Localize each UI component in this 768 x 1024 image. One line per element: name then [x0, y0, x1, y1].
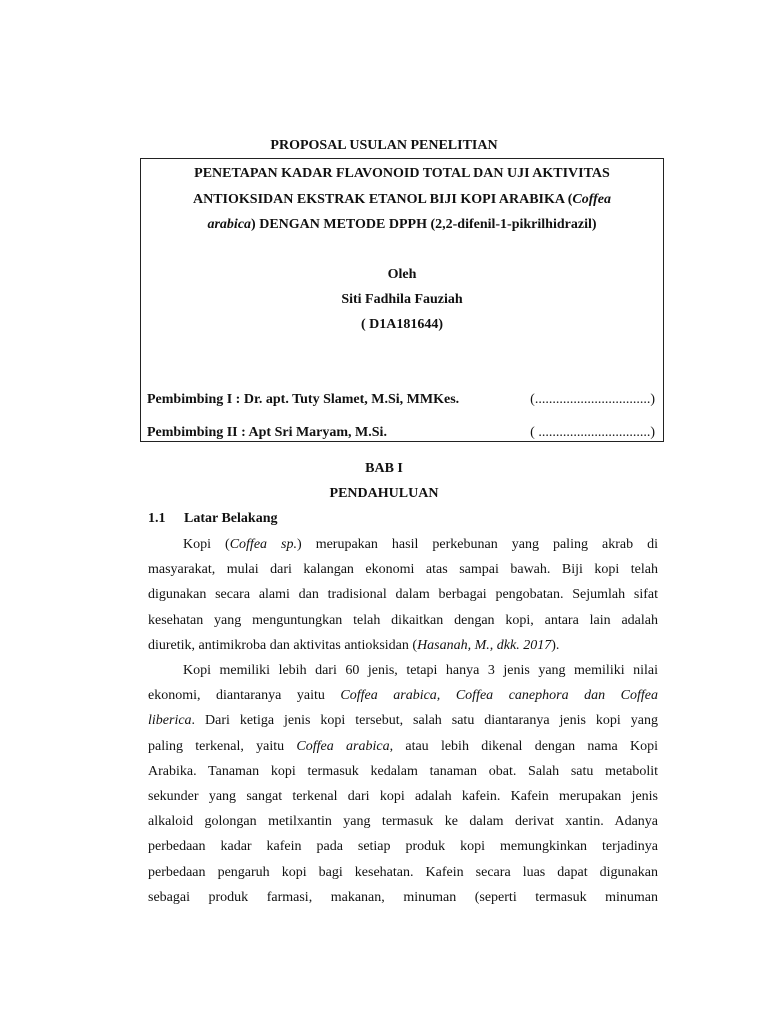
chapter-number: BAB I: [365, 461, 403, 476]
text-line: sebagai produk farmasi, makanan, minuman (seperti termasuk minuman: [148, 889, 658, 905]
author-name: Siti Fadhila Fauziah: [341, 292, 463, 307]
research-title-line-2: ANTIOKSIDAN EKSTRAK ETANOL BIJI KOPI ARABIKA (Coffea: [193, 192, 611, 207]
student-id: ( D1A181644): [360, 317, 444, 332]
section-title: Latar Belakang: [184, 511, 278, 526]
supervisor-2-signature: ( ................................): [530, 425, 655, 440]
section-number: 1.1: [148, 511, 166, 526]
text-line: Kopi (Coffea sp.) merupakan hasil perkebunan yang paling akrab di: [183, 537, 658, 552]
text-line: masyarakat, mulai dari kalangan ekonomi atas sampai bawah. Biji kopi telah: [148, 562, 658, 578]
paragraph-1: [148, 532, 658, 658]
supervisor-1-signature: (.................................): [530, 392, 655, 407]
text-line: perbedaan kadar kafein pada setiap produk kopi memungkinkan terjadinya: [148, 839, 658, 855]
text-line: diuretik, antimikroba dan aktivitas antioksidan (Hasanah, M., dkk. 2017).: [148, 637, 560, 653]
text-line: sekunder yang sangat terkenal dari kopi adalah kafein. Kafein merupakan jenis: [148, 788, 658, 804]
text-line: ekonomi, diantaranya yaitu Coffea arabica, Coffea canephora dan Coffea: [148, 688, 658, 704]
text-line: liberica. Dari ketiga jenis kopi tersebut, salah satu diantaranya jenis kopi yang: [148, 713, 658, 729]
text-line: alkaloid golongan metilxantin yang termasuk ke dalam derivat xantin. Adanya: [148, 814, 658, 830]
section-heading: [148, 510, 277, 528]
research-title-line-1: PENETAPAN KADAR FLAVONOID TOTAL DAN UJI AKTIVITAS: [194, 166, 610, 181]
text-line: Arabika. Tanaman kopi termasuk kedalam tanaman obat. Salah satu metabolit: [148, 763, 658, 779]
proposal-title: PROPOSAL USULAN PENELITIAN: [270, 138, 498, 153]
text-line: kesehatan yang menguntungkan telah dikaitkan dengan kopi, antara lain adalah: [148, 612, 658, 628]
chapter-title: PENDAHULUAN: [329, 486, 439, 501]
supervisor-2-label: Pembimbing II : Apt Sri Maryam, M.Si.: [147, 425, 387, 440]
text-line: paling terkenal, yaitu Coffea arabica, atau lebih dikenal dengan nama Kopi: [148, 738, 658, 754]
text-line: perbedaan pengaruh kopi bagi kesehatan. Kafein secara luas dapat digunakan: [148, 864, 658, 880]
supervisor-2: [147, 424, 657, 442]
text-line: Kopi memiliki lebih dari 60 jenis, tetapi hanya 3 jenis yang memiliki nilai: [183, 663, 658, 678]
supervisor-1-label: Pembimbing I : Dr. apt. Tuty Slamet, M.Si, MMKes.: [147, 392, 460, 407]
paragraph-2: [148, 658, 658, 910]
oleh-label: Oleh: [387, 267, 417, 282]
supervisor-1: [147, 391, 657, 409]
text-line: digunakan secara alami dan tradisional dalam berbagai pengobatan. Sejumlah sifat: [148, 587, 658, 603]
research-title-line-3: arabica) DENGAN METODE DPPH (2,2-difenil-1-pikrilhidrazil): [207, 217, 597, 232]
title-box: [140, 158, 664, 442]
